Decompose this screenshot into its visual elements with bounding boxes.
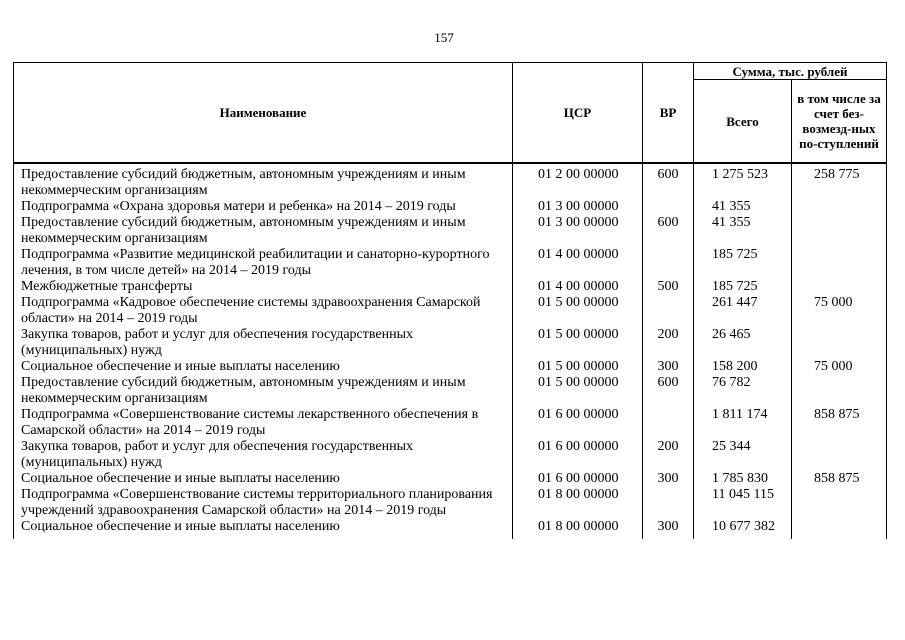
row-gratuitous-cell [792, 519, 887, 539]
table-body [14, 163, 887, 539]
row-total-cell: 1 275 523 [694, 163, 792, 199]
row-name-cell: Закупка товаров, работ и услуг для обеспечения государственных (муниципальных) нужд [14, 327, 513, 359]
row-name-cell: Предоставление субсидий бюджетным, автономным учреждениям и иным некоммерческим организациям [14, 215, 513, 247]
row-vr-cell: 600 [643, 215, 694, 247]
budget-table-wrapper [13, 62, 886, 539]
row-total-cell: 1 811 174 [694, 407, 792, 439]
row-csr-cell: 01 6 00 00000 [513, 471, 643, 487]
row-total-cell: 185 725 [694, 247, 792, 279]
row-total-cell: 41 355 [694, 215, 792, 247]
row-gratuitous-cell: 858 875 [792, 471, 887, 487]
row-gratuitous-cell [792, 215, 887, 247]
table-row [14, 327, 887, 359]
table-row [14, 439, 887, 471]
row-gratuitous-cell: 258 775 [792, 163, 887, 199]
header-sum-group: Сумма, тыс. рублей [694, 63, 887, 80]
budget-table [13, 62, 887, 539]
table-row [14, 279, 887, 295]
row-total-cell: 261 447 [694, 295, 792, 327]
row-name-cell: Подпрограмма «Совершенствование системы территориального планирования учреждений здравоохранения Самарской области» на 2014 – 2019 годы [14, 487, 513, 519]
row-vr-cell: 600 [643, 163, 694, 199]
row-csr-cell: 01 8 00 00000 [513, 487, 643, 519]
row-csr-cell: 01 6 00 00000 [513, 407, 643, 439]
row-vr-cell: 500 [643, 279, 694, 295]
row-vr-cell: 300 [643, 471, 694, 487]
row-gratuitous-cell [792, 375, 887, 407]
row-vr-cell: 200 [643, 439, 694, 471]
row-gratuitous-cell [792, 327, 887, 359]
row-csr-cell: 01 4 00 00000 [513, 247, 643, 279]
row-vr-cell: 200 [643, 327, 694, 359]
table-row [14, 163, 887, 199]
row-gratuitous-cell [792, 439, 887, 471]
row-total-cell: 158 200 [694, 359, 792, 375]
table-row [14, 359, 887, 375]
table-row [14, 471, 887, 487]
row-total-cell: 1 785 830 [694, 471, 792, 487]
row-csr-cell: 01 5 00 00000 [513, 375, 643, 407]
row-gratuitous-cell [792, 247, 887, 279]
row-name-cell: Подпрограмма «Кадровое обеспечение системы здравоохранения Самарской области» на 2014 – 2019 годы [14, 295, 513, 327]
row-total-cell: 41 355 [694, 199, 792, 215]
table-row [14, 295, 887, 327]
header-vr: ВР [643, 63, 694, 164]
header-name: Наименование [14, 63, 513, 164]
row-csr-cell: 01 2 00 00000 [513, 163, 643, 199]
row-name-cell: Предоставление субсидий бюджетным, автономным учреждениям и иным некоммерческим организациям [14, 163, 513, 199]
row-csr-cell: 01 3 00 00000 [513, 199, 643, 215]
row-total-cell: 76 782 [694, 375, 792, 407]
row-gratuitous-cell [792, 279, 887, 295]
row-csr-cell: 01 3 00 00000 [513, 215, 643, 247]
row-vr-cell [643, 487, 694, 519]
header-total: Всего [694, 80, 792, 164]
table-row [14, 199, 887, 215]
table-row [14, 247, 887, 279]
row-vr-cell: 600 [643, 375, 694, 407]
row-name-cell: Подпрограмма «Развитие медицинской реабилитации и санаторно-курортного лечения, в том числе детей» на 2014 – 2019 годы [14, 247, 513, 279]
row-csr-cell: 01 5 00 00000 [513, 327, 643, 359]
row-total-cell: 25 344 [694, 439, 792, 471]
table-row [14, 375, 887, 407]
row-name-cell: Социальное обеспечение и иные выплаты населению [14, 359, 513, 375]
table-row [14, 407, 887, 439]
row-gratuitous-cell [792, 487, 887, 519]
row-csr-cell: 01 8 00 00000 [513, 519, 643, 539]
row-name-cell: Подпрограмма «Совершенствование системы лекарственного обеспечения в Самарской области» на 2014 – 2019 годы [14, 407, 513, 439]
row-vr-cell: 300 [643, 359, 694, 375]
row-vr-cell [643, 247, 694, 279]
row-vr-cell [643, 295, 694, 327]
row-csr-cell: 01 5 00 00000 [513, 295, 643, 327]
table-row [14, 215, 887, 247]
row-total-cell: 185 725 [694, 279, 792, 295]
row-vr-cell [643, 407, 694, 439]
row-name-cell: Социальное обеспечение и иные выплаты населению [14, 519, 513, 539]
header-gratuitous: в том числе за счет без-возмезд-ных по-ступлений [792, 80, 887, 164]
table-header [14, 63, 887, 164]
row-gratuitous-cell: 75 000 [792, 359, 887, 375]
row-vr-cell [643, 199, 694, 215]
row-total-cell: 26 465 [694, 327, 792, 359]
row-gratuitous-cell: 75 000 [792, 295, 887, 327]
row-vr-cell: 300 [643, 519, 694, 539]
row-name-cell: Межбюджетные трансферты [14, 279, 513, 295]
header-csr: ЦСР [513, 63, 643, 164]
row-csr-cell: 01 5 00 00000 [513, 359, 643, 375]
row-name-cell: Социальное обеспечение и иные выплаты населению [14, 471, 513, 487]
page-number: 157 [434, 30, 454, 45]
row-gratuitous-cell: 858 875 [792, 407, 887, 439]
row-csr-cell: 01 6 00 00000 [513, 439, 643, 471]
row-name-cell: Подпрограмма «Охрана здоровья матери и ребенка» на 2014 – 2019 годы [14, 199, 513, 215]
table-row [14, 487, 887, 519]
row-name-cell: Предоставление субсидий бюджетным, автономным учреждениям и иным некоммерческим организациям [14, 375, 513, 407]
row-csr-cell: 01 4 00 00000 [513, 279, 643, 295]
table-row [14, 519, 887, 539]
row-total-cell: 10 677 382 [694, 519, 792, 539]
row-total-cell: 11 045 115 [694, 487, 792, 519]
row-name-cell: Закупка товаров, работ и услуг для обеспечения государственных (муниципальных) нужд [14, 439, 513, 471]
row-gratuitous-cell [792, 199, 887, 215]
